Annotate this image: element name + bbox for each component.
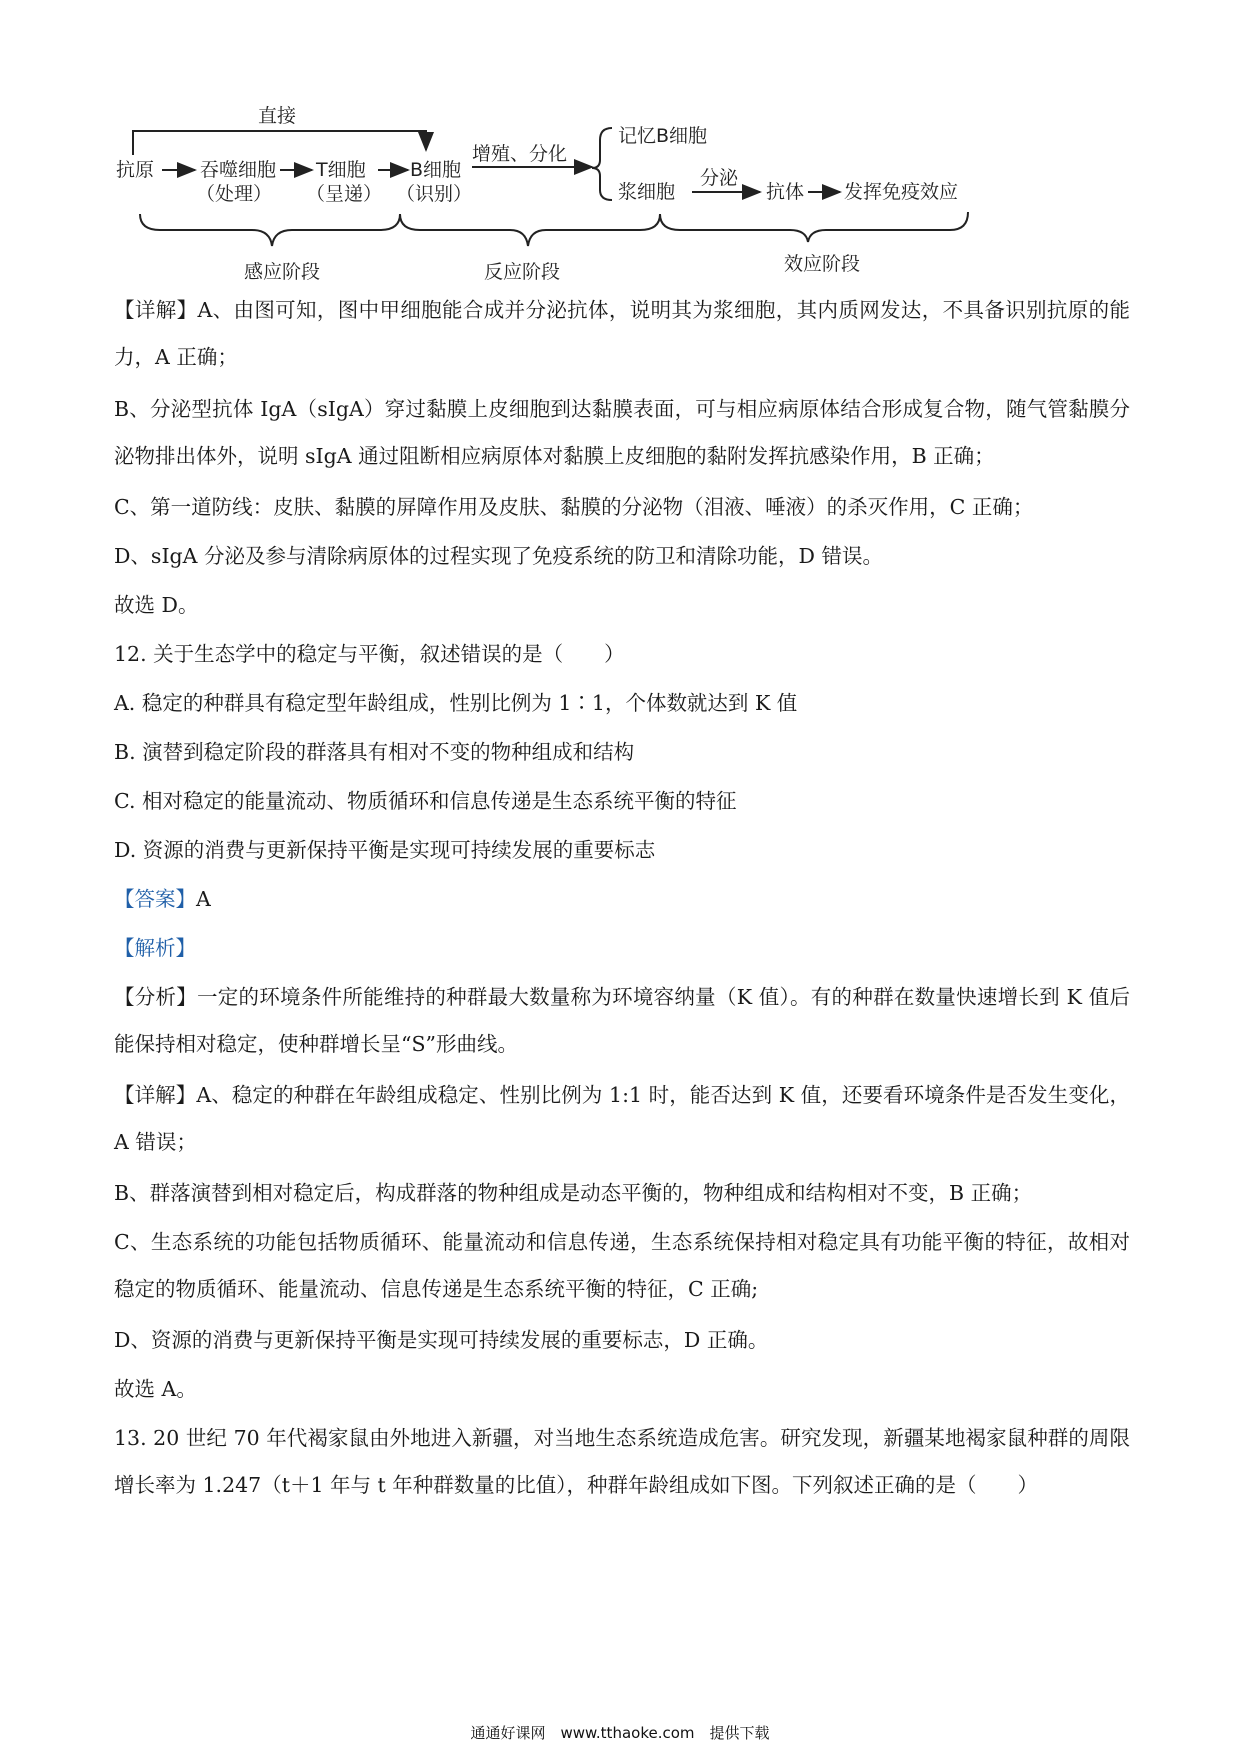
detail-paragraph-a: 【详解】A、由图可知，图中甲细胞能合成并分泌抗体，说明其为浆细胞，其内质网发达，不具备识别抗原的能力，A 正确；	[114, 298, 1130, 369]
label-proliferate: 增殖、分化	[472, 143, 568, 165]
detail-12-paragraph-d: D、资源的消费与更新保持平衡是实现可持续发展的重要标志，D 正确。	[114, 1328, 769, 1352]
analysis-label: 【解析】	[114, 936, 196, 960]
branch-brace	[592, 128, 612, 200]
answer-choice-12: 故选 A。	[114, 1377, 197, 1401]
note-bcell: （识别）	[396, 183, 473, 205]
analysis-paragraph: 【分析】一定的环境条件所能维持的种群最大数量称为环境容纳量（K 值）。有的种群在数量快速增长到 K 值后能保持相对稳定，使种群增长呈“S”形曲线。	[114, 985, 1130, 1056]
node-plasma: 浆细胞	[618, 181, 676, 203]
detail-12-paragraph-b: B、群落演替到相对稳定后，构成群落的物种组成是动态平衡的，物种组成和结构相对不变，B 正确；	[114, 1181, 1033, 1205]
label-stage-effect: 效应阶段	[784, 253, 861, 275]
label-direct: 直接	[258, 105, 297, 127]
question-12-option-b: B. 演替到稳定阶段的群落具有相对不变的物种组成和结构	[114, 740, 635, 764]
detail-12-paragraph-a: 【详解】A、稳定的种群在年龄组成稳定、性别比例为 1:1 时，能否达到 K 值，还要看环境条件是否发生变化，A 错误；	[114, 1083, 1130, 1154]
note-tcell: （呈递）	[306, 183, 383, 205]
answer-choice-11: 故选 D。	[114, 593, 199, 617]
detail-paragraph-c: C、第一道防线：皮肤、黏膜的屏障作用及皮肤、黏膜的分泌物（泪液、唾液）的杀灭作用，C 正确；	[114, 495, 1034, 519]
label-stage-sense: 感应阶段	[244, 261, 321, 283]
label-secrete: 分泌	[700, 167, 739, 189]
brace-effect	[660, 212, 968, 242]
detail-paragraph-d: D、sIgA 分泌及参与清除病原体的过程实现了免疫系统的防卫和清除功能，D 错误。	[114, 544, 883, 568]
question-12-option-c: C. 相对稳定的能量流动、物质循环和信息传递是生态系统平衡的特征	[114, 789, 737, 813]
node-effect: 发挥免疫效应	[844, 181, 959, 203]
question-12-stem: 12. 关于生态学中的稳定与平衡，叙述错误的是（ ）	[114, 642, 625, 666]
direct-path-line	[133, 131, 426, 155]
node-tcell: T细胞	[316, 159, 366, 181]
detail-12-paragraph-c: C、生态系统的功能包括物质循环、能量流动和信息传递，生态系统保持相对稳定具有功能平衡的特征，故相对稳定的物质循环、能量流动、信息传递是生态系统平衡的特征，C 正确;	[114, 1230, 1130, 1301]
node-antibody: 抗体	[766, 181, 805, 203]
note-phagocyte: （处理）	[196, 183, 273, 205]
question-12-option-d: D. 资源的消费与更新保持平衡是实现可持续发展的重要标志	[114, 838, 656, 862]
node-antigen: 抗原	[116, 159, 155, 181]
brace-react	[400, 214, 660, 246]
node-memory-b: 记忆B细胞	[618, 125, 708, 147]
question-12-option-a: A. 稳定的种群具有稳定型年龄组成，性别比例为 1∶1，个体数就达到 K 值	[114, 691, 798, 715]
node-bcell: B细胞	[410, 159, 462, 181]
page-footer: 通通好课网 www.tthaoke.com 提供下载	[470, 1724, 770, 1742]
node-phagocyte: 吞噬细胞	[200, 159, 277, 181]
answer-label: 【答案】A	[114, 887, 211, 911]
brace-sense	[140, 214, 400, 246]
label-stage-react: 反应阶段	[484, 261, 561, 283]
immune-response-diagram	[0, 0, 1240, 300]
detail-paragraph-b: B、分泌型抗体 IgA（sIgA）穿过黏膜上皮细胞到达黏膜表面，可与相应病原体结合形成复合物，随气管黏膜分泌物排出体外，说明 sIgA 通过阻断相应病原体对黏膜上皮细胞的黏附发挥抗感染作用，B 正确；	[114, 397, 1130, 468]
question-13-stem: 13. 20 世纪 70 年代褐家鼠由外地进入新疆，对当地生态系统造成危害。研究发现，新疆某地褐家鼠种群的周限增长率为 1.247（t＋1 年与 t 年种群数量的比值），种群年龄组成如下图。下列叙述正确的是（ ）	[114, 1426, 1130, 1497]
